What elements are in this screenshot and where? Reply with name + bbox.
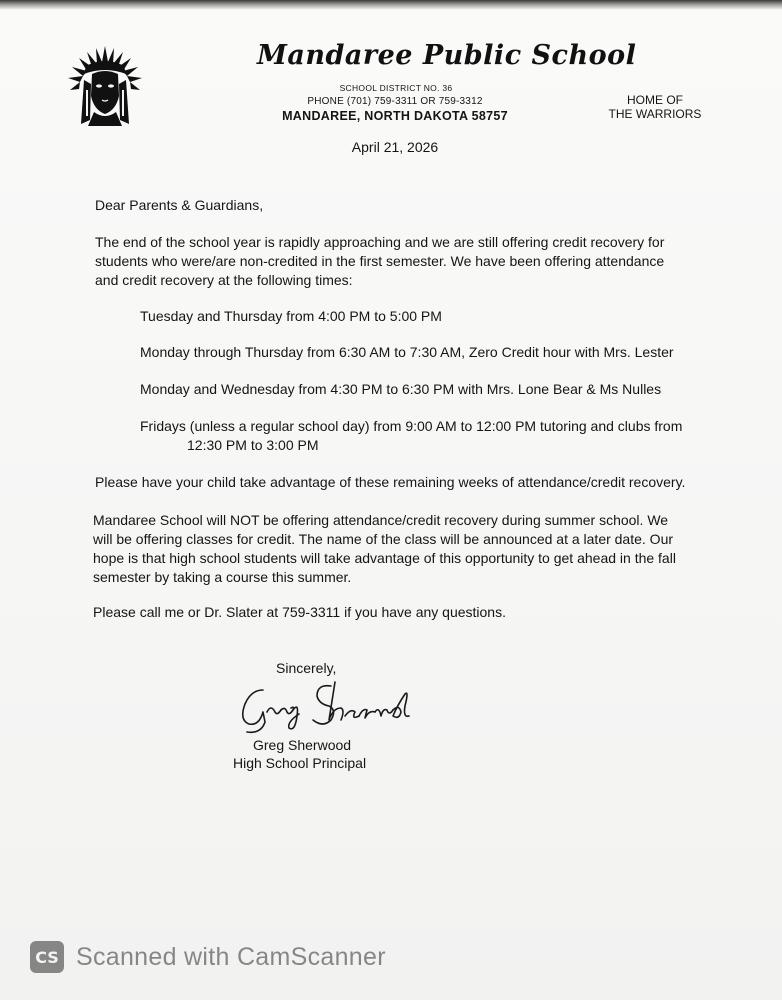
signer-title: High School Principal: [233, 755, 367, 771]
schedule-item-3: Monday and Wednesday from 4:30 PM to 6:30 PM with Mrs. Lone Bear & Ms Nulles: [140, 381, 662, 397]
closing: Sincerely,: [276, 660, 337, 676]
intro-line-3: and credit recovery at the following times:: [95, 272, 353, 288]
school-address: MANDAREE, NORTH DAKOTA 58757: [282, 109, 508, 123]
scan-edge-shadow: [0, 0, 782, 10]
salutation: Dear Parents & Guardians,: [95, 197, 264, 213]
letter-date: April 21, 2026: [351, 139, 439, 155]
headdress-chief-logo-icon: [66, 40, 144, 126]
intro-line-2: students who were/are non-credited in the first semester. We have been offering attendance: [95, 253, 665, 269]
summer-line-3: hope is that high school students will take advantage of this opportunity to get ahead in the fall: [93, 550, 676, 566]
school-phone: PHONE (701) 759-3311 OR 759-3312: [307, 96, 483, 107]
intro-line-1: The end of the school year is rapidly approaching and we are still offering credit recovery for: [95, 234, 665, 250]
camscanner-watermark: [30, 939, 386, 975]
handwritten-signature: [233, 676, 418, 736]
call-paragraph: Please call me or Dr. Slater at 759-3311 if you have any questions.: [93, 604, 506, 620]
home-of-warriors: [600, 93, 710, 121]
summer-line-4: semester by taking a course this summer.: [93, 569, 352, 585]
summer-line-1: Mandaree School will NOT be offering attendance/credit recovery during summer school. We: [93, 512, 669, 528]
schedule-item-4-cont: 12:30 PM to 3:00 PM: [187, 437, 319, 453]
home-of-line-1: HOME OF: [627, 93, 683, 107]
advantage-paragraph: Please have your child take advantage of these remaining weeks of attendance/credit recovery.: [95, 474, 686, 490]
home-of-line-2: THE WARRIORS: [608, 107, 702, 121]
schedule-item-2: Monday through Thursday from 6:30 AM to 7:30 AM, Zero Credit hour with Mrs. Lester: [140, 344, 674, 360]
summer-line-2: will be offering classes for credit. The name of the class will be announced at a later date. Our: [93, 531, 674, 547]
schedule-item-1: Tuesday and Thursday from 4:00 PM to 5:00 PM: [140, 308, 442, 324]
school-district: SCHOOL DISTRICT NO. 36: [339, 83, 453, 93]
camscanner-logo-icon: CS: [30, 941, 64, 973]
signer-name: Greg Sherwood: [253, 737, 352, 753]
camscanner-text: Scanned with CamScanner: [76, 942, 386, 971]
schedule-item-4: Fridays (unless a regular school day) from 9:00 AM to 12:00 PM tutoring and clubs from: [140, 418, 683, 434]
school-name: Mandaree Public School: [257, 40, 637, 71]
